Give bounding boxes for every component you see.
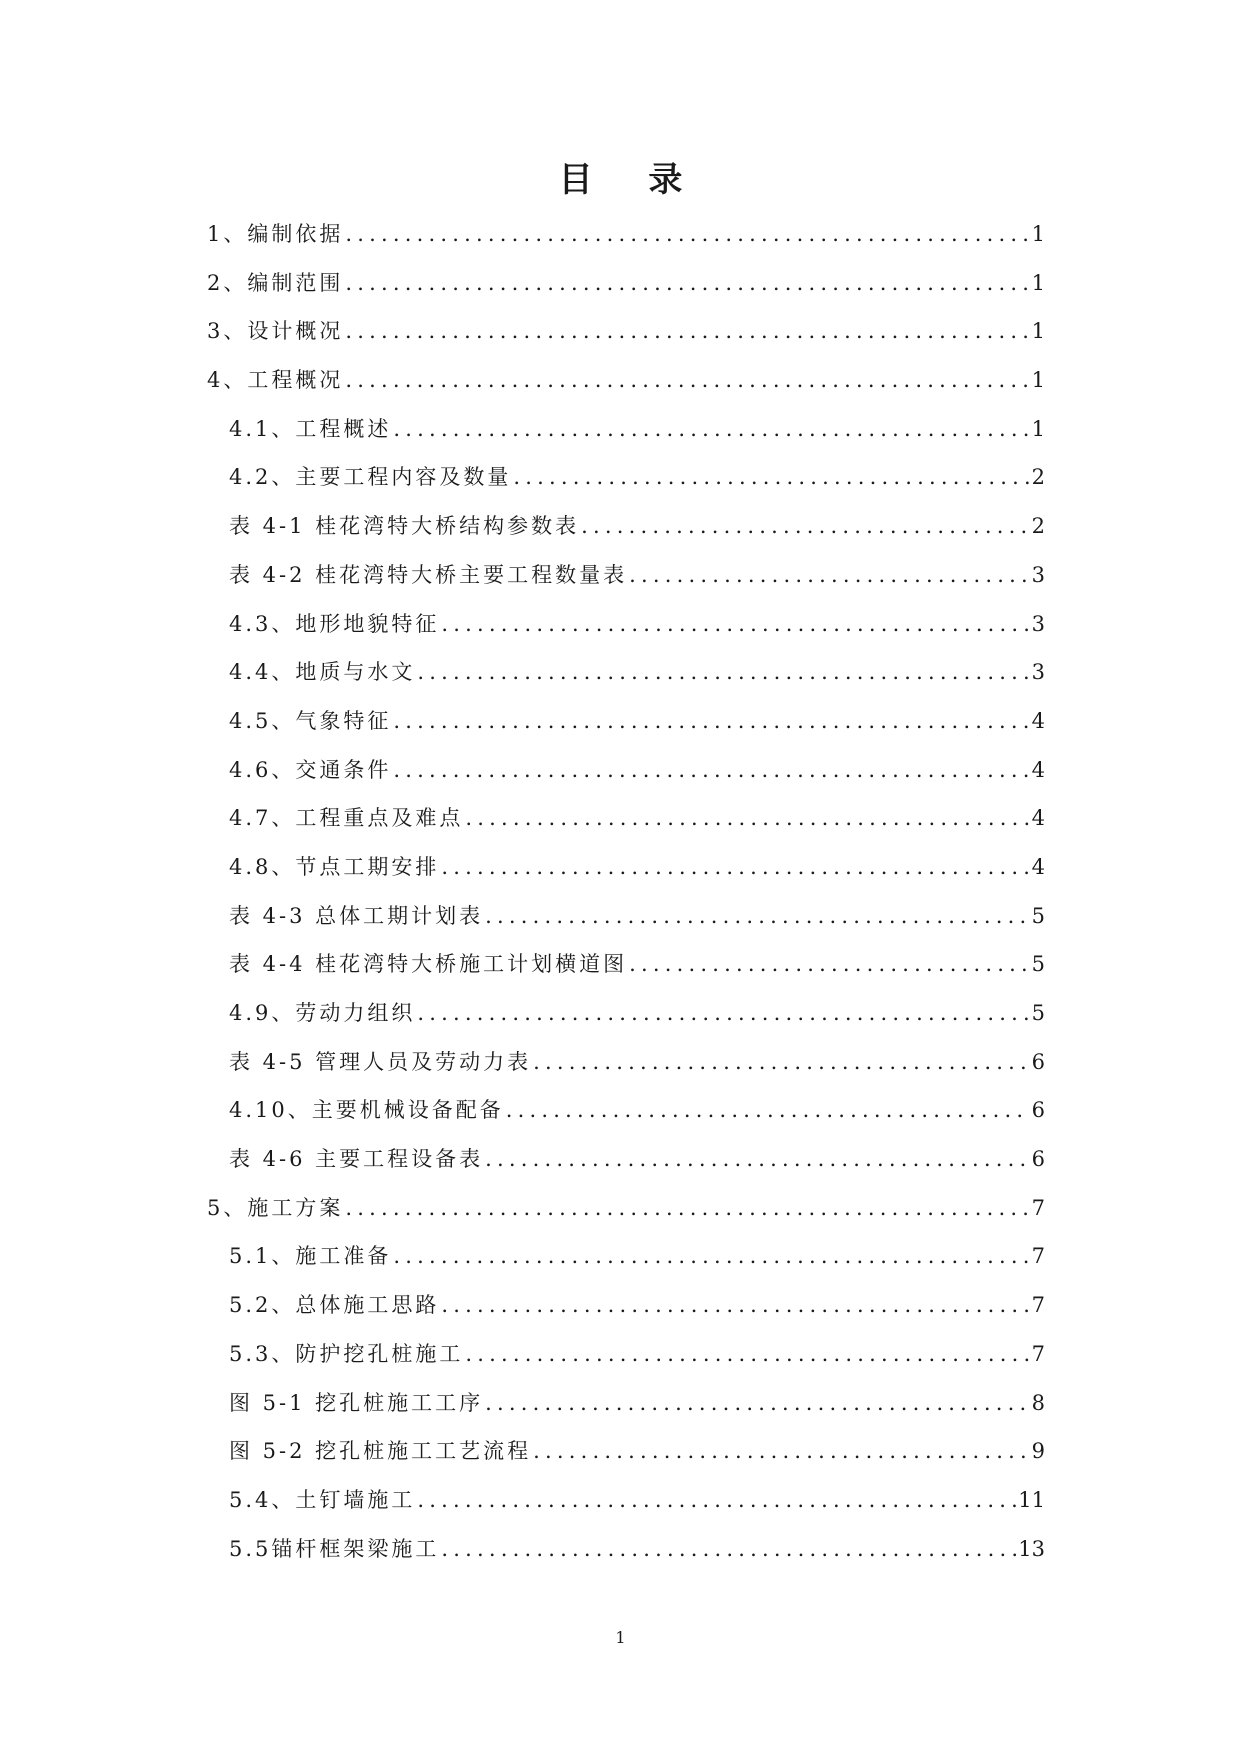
- toc-entry[interactable]: [207, 1241, 1045, 1290]
- toc-entry[interactable]: [207, 219, 1045, 268]
- toc-entry-page: 6: [1031, 1098, 1045, 1123]
- toc-entry-page: 1: [1031, 270, 1045, 295]
- toc-entry-page: 4: [1031, 806, 1045, 831]
- toc-entry-label: 4.7、工程重点及难点: [229, 806, 464, 831]
- toc-leader-dots: [581, 511, 1029, 541]
- toc-entry[interactable]: [207, 1193, 1045, 1242]
- toc-leader-dots: [393, 1241, 1029, 1271]
- toc-entry[interactable]: [207, 998, 1045, 1047]
- toc-entry[interactable]: [207, 511, 1045, 560]
- toc-leader-dots: [485, 901, 1029, 931]
- toc-entry[interactable]: [207, 414, 1045, 463]
- toc-entry-label: 2、编制范围: [207, 270, 344, 295]
- toc-entry-page: 3: [1031, 611, 1045, 636]
- toc-entry-page: 1: [1031, 368, 1045, 393]
- toc-entry[interactable]: [207, 1144, 1045, 1193]
- toc-leader-dots: [533, 1436, 1029, 1466]
- toc-entry[interactable]: [207, 901, 1045, 950]
- toc-entry-label: 5.1、施工准备: [229, 1244, 392, 1269]
- toc-entry-label: 1、编制依据: [207, 222, 344, 246]
- toc-leader-dots: [629, 949, 1029, 979]
- toc-entry-page: 7: [1031, 1293, 1045, 1318]
- toc-entry-label: 表 4-1 桂花湾特大桥结构参数表: [229, 514, 580, 539]
- toc-entry[interactable]: [207, 949, 1045, 998]
- toc-entry-label: 图 5-1 挖孔桩施工工序: [229, 1390, 484, 1415]
- toc-leader-dots: [345, 1193, 1029, 1223]
- toc-entry-label: 4.5、气象特征: [229, 708, 392, 733]
- toc-entry-page: 7: [1031, 1244, 1045, 1269]
- toc-entry-label: 4、工程概况: [207, 368, 344, 393]
- toc-entry[interactable]: [207, 560, 1045, 609]
- toc-leader-dots: [513, 462, 1029, 492]
- toc-leader-dots: [441, 1534, 1016, 1564]
- toc-entry-label: 5.2、总体施工思路: [229, 1293, 440, 1318]
- toc-entry-label: 5.5锚杆框架梁施工: [229, 1536, 440, 1561]
- toc-entry-page: 2: [1031, 465, 1045, 490]
- toc-entry-page: 3: [1031, 562, 1045, 587]
- toc-entry[interactable]: [207, 462, 1045, 511]
- toc-entry-page: 1: [1031, 319, 1045, 344]
- toc-entry-page: 2: [1031, 514, 1045, 539]
- toc-leader-dots: [441, 852, 1029, 882]
- toc-entry-page: 4: [1031, 854, 1045, 879]
- toc-leader-dots: [393, 755, 1029, 785]
- toc-leader-dots: [417, 1485, 1016, 1515]
- toc-entry[interactable]: [207, 1534, 1045, 1583]
- toc-leader-dots: [393, 706, 1029, 736]
- toc-entry-label: 4.8、节点工期安排: [229, 854, 440, 879]
- toc-entry-label: 4.9、劳动力组织: [229, 1001, 416, 1025]
- toc-entry-page: 5: [1031, 1001, 1045, 1025]
- toc-leader-dots: [345, 316, 1029, 346]
- toc-entry-label: 表 4-2 桂花湾特大桥主要工程数量表: [229, 562, 628, 587]
- toc-entry[interactable]: [207, 316, 1045, 365]
- toc-entry-page: 7: [1031, 1341, 1045, 1366]
- toc-leader-dots: [506, 1095, 1030, 1125]
- toc-entry-page: 6: [1031, 1049, 1045, 1074]
- toc-entry-label: 5.3、防护挖孔桩施工: [229, 1341, 464, 1366]
- toc-entry[interactable]: [207, 852, 1045, 901]
- toc-entry-page: 11: [1018, 1487, 1045, 1512]
- toc-entry-label: 表 4-4 桂花湾特大桥施工计划横道图: [229, 952, 628, 977]
- toc-leader-dots: [629, 560, 1029, 590]
- toc-entry-label: 4.2、主要工程内容及数量: [229, 465, 512, 490]
- toc-leader-dots: [465, 1339, 1029, 1369]
- toc-leader-dots: [441, 1290, 1029, 1320]
- toc-leader-dots: [393, 414, 1029, 444]
- toc-entry-page: 8: [1031, 1390, 1045, 1415]
- toc-entry[interactable]: [207, 657, 1045, 706]
- toc-entry-page: 5: [1031, 903, 1045, 928]
- toc-entry[interactable]: [207, 1047, 1045, 1096]
- toc-entry[interactable]: [207, 706, 1045, 755]
- toc-entry-label: 3、设计概况: [207, 319, 344, 344]
- toc-leader-dots: [441, 609, 1029, 639]
- toc-entry-label: 表 4-3 总体工期计划表: [229, 903, 484, 928]
- toc-entry-label: 图 5-2 挖孔桩施工工艺流程: [229, 1439, 532, 1464]
- toc-entry-label: 4.10、主要机械设备配备: [229, 1098, 504, 1123]
- toc-entry[interactable]: [207, 609, 1045, 658]
- toc-entry-label: 表 4-5 管理人员及劳动力表: [229, 1049, 532, 1074]
- toc-entry[interactable]: [207, 1485, 1045, 1534]
- toc-leader-dots: [417, 998, 1029, 1028]
- toc-leader-dots: [485, 1388, 1029, 1418]
- toc-entry-label: 表 4-6 主要工程设备表: [229, 1147, 484, 1172]
- toc-entry-page: 4: [1031, 708, 1045, 733]
- toc-entry-label: 5.4、土钉墙施工: [229, 1487, 416, 1512]
- toc-entry[interactable]: [207, 755, 1045, 804]
- toc-leader-dots: [417, 657, 1029, 687]
- toc-entry-page: 1: [1031, 222, 1045, 246]
- toc-entry[interactable]: [207, 1290, 1045, 1339]
- toc-entry-page: 6: [1031, 1147, 1045, 1172]
- toc-entry-page: 3: [1031, 660, 1045, 685]
- toc-entry-label: 4.3、地形地貌特征: [229, 611, 440, 636]
- toc-entry[interactable]: [207, 1388, 1045, 1437]
- toc-leader-dots: [533, 1047, 1029, 1077]
- toc-leader-dots: [465, 803, 1029, 833]
- toc-entry-page: 9: [1031, 1439, 1045, 1464]
- table-of-contents: [207, 219, 1045, 1582]
- page-title: 目 录: [558, 160, 705, 200]
- toc-entry[interactable]: [207, 803, 1045, 852]
- toc-entry-page: 7: [1031, 1195, 1045, 1220]
- toc-entry-page: 4: [1031, 757, 1045, 782]
- toc-leader-dots: [485, 1144, 1029, 1174]
- toc-entry[interactable]: [207, 268, 1045, 317]
- toc-leader-dots: [345, 219, 1029, 249]
- toc-entry[interactable]: [207, 1436, 1045, 1485]
- toc-entry-label: 5、施工方案: [207, 1195, 344, 1220]
- toc-entry-page: 13: [1018, 1536, 1045, 1561]
- toc-entry[interactable]: [207, 1339, 1045, 1388]
- toc-entry[interactable]: [207, 1095, 1045, 1144]
- toc-entry[interactable]: [207, 365, 1045, 414]
- toc-leader-dots: [345, 268, 1029, 298]
- page-number: 1: [615, 1628, 626, 1647]
- toc-entry-label: 4.6、交通条件: [229, 757, 392, 782]
- toc-entry-page: 5: [1031, 952, 1045, 977]
- toc-entry-page: 1: [1031, 416, 1045, 441]
- toc-leader-dots: [345, 365, 1029, 395]
- toc-entry-label: 4.4、地质与水文: [229, 660, 416, 685]
- toc-entry-label: 4.1、工程概述: [229, 416, 392, 441]
